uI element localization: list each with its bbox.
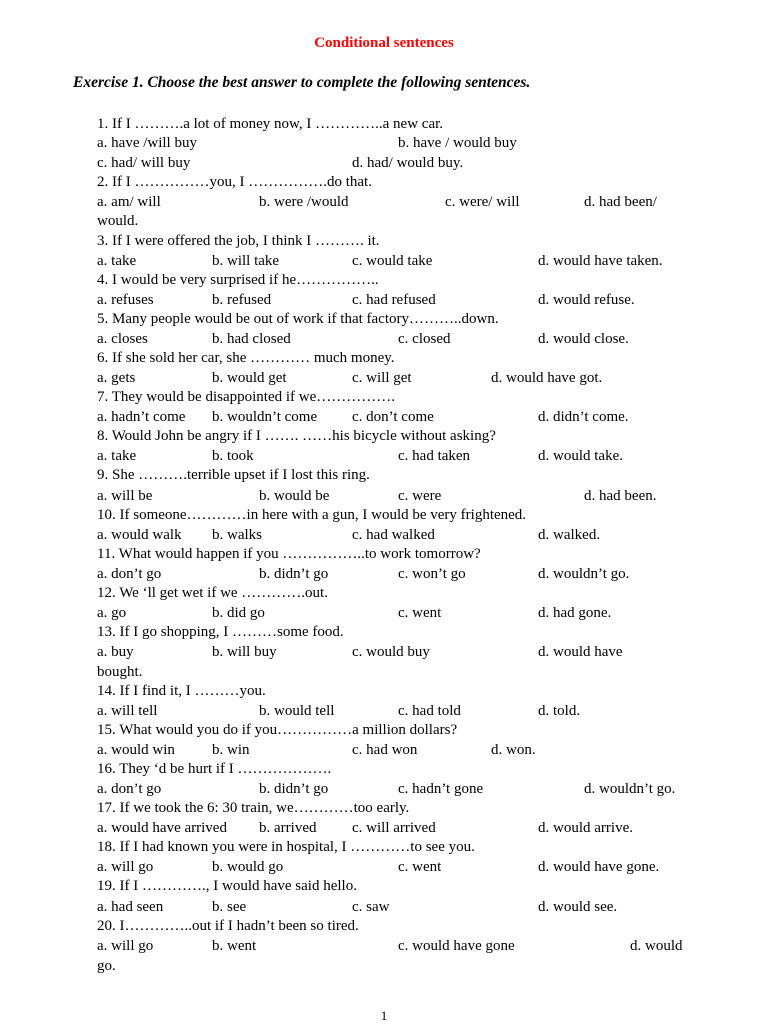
option-b: b. will take (212, 253, 280, 269)
option-b: b. arrived (259, 820, 317, 836)
question-stem: 5. Many people would be out of work if that factory………..down. (97, 311, 499, 327)
question-stem: 12. We ‘ll get wet if we ………….out. (97, 585, 328, 601)
option-b: b. win (212, 742, 250, 758)
option-a: a. have /will buy (97, 135, 197, 151)
question-stem: 17. If we took the 6: 30 train, we…………too early. (97, 800, 410, 816)
option-d: d. would arrive. (538, 820, 633, 836)
option-c: c. had/ will buy (97, 155, 191, 171)
option-a: a. go (97, 605, 127, 621)
option-b: b. wouldn’t come (212, 409, 318, 425)
option-a: a. gets (97, 370, 136, 386)
option-c: c. will arrived (352, 820, 436, 836)
option-c: c. were (398, 488, 442, 504)
question-stem: 13. If I go shopping, I ………some food. (97, 624, 344, 640)
option-c: c. closed (398, 331, 451, 347)
page-number: 1 (380, 1008, 388, 1023)
question-stem: 3. If I were offered the job, I think I ………. it. (97, 233, 380, 249)
question-stem: 19. If I …………., I would have said hello. (97, 878, 357, 894)
option-d: d. would see. (538, 899, 618, 915)
option-a: a. refuses (97, 292, 154, 308)
option-c: c. will get (352, 370, 412, 386)
option-a: a. will be (97, 488, 153, 504)
option-a: a. take (97, 253, 137, 269)
option-b: b. didn’t go (259, 781, 329, 797)
option-a: a. will go (97, 938, 154, 954)
question-stem: 18. If I had known you were in hospital, I …………to see you. (97, 839, 475, 855)
option-d: d. would (630, 938, 683, 954)
option-b: b. were /would (259, 194, 349, 210)
option-d: d. won. (491, 742, 536, 758)
option-c: c. had taken (398, 448, 471, 464)
question-stem: 9. She ……….terrible upset if I lost this ring. (97, 467, 370, 483)
option-c: c. would have gone (398, 938, 515, 954)
option-d: d. told. (538, 703, 581, 719)
option-d: d. had/ would buy. (352, 155, 464, 171)
option-d: d. didn’t come. (538, 409, 629, 425)
option-d: d. would have (538, 644, 623, 660)
question-stem: 7. They would be disappointed if we……………. (97, 389, 396, 405)
option-a: a. take (97, 448, 137, 464)
question-stem: 1. If I ……….a lot of money now, I …………..a new car. (97, 116, 444, 132)
option-c: c. would buy (352, 644, 430, 660)
option-a: a. don’t go (97, 781, 162, 797)
option-c: c. would take (352, 253, 433, 269)
option-c: c. went (398, 605, 442, 621)
option-c: c. hadn’t gone (398, 781, 484, 797)
option-a: a. had seen (97, 899, 164, 915)
option-d: d. would refuse. (538, 292, 635, 308)
option-b: b. would be (259, 488, 330, 504)
page-title: Conditional sentences (314, 35, 454, 51)
question-stem: 11. What would happen if you ……………..to work tomorrow? (97, 546, 481, 562)
option-c: c. went (398, 859, 442, 875)
option-c: c. had walked (352, 527, 435, 543)
option-a: a. would walk (97, 527, 182, 543)
option-d: d. wouldn’t go. (538, 566, 630, 582)
option-d: d. would have gone. (538, 859, 660, 875)
option-b: b. did go (212, 605, 265, 621)
option-d: d. wouldn’t go. (584, 781, 676, 797)
question-stem: 14. If I find it, I ………you. (97, 683, 266, 699)
question-stem: 20. I…………..out if I hadn’t been so tired. (97, 918, 359, 934)
option-c: c. were/ will (445, 194, 520, 210)
question-stem: 4. I would be very surprised if he…………….. (97, 272, 379, 288)
option-d: d. would close. (538, 331, 629, 347)
option-c: c. won’t go (398, 566, 466, 582)
option-c: c. had refused (352, 292, 436, 308)
option-b: b. took (212, 448, 254, 464)
option-d: d. would have taken. (538, 253, 663, 269)
option-b: b. will buy (212, 644, 277, 660)
option-b: b. have / would buy (398, 135, 517, 151)
question-stem: 2. If I ……………you, I …………….do that. (97, 174, 372, 190)
exercise-instruction: Exercise 1. Choose the best answer to complete the following sentences. (73, 74, 531, 91)
option-d: d. had been/ (584, 194, 657, 210)
option-c: c. saw (352, 899, 390, 915)
option-c: c. had told (398, 703, 461, 719)
option-b: b. walks (212, 527, 262, 543)
option-b: b. would get (212, 370, 287, 386)
option-a: a. don’t go (97, 566, 162, 582)
option-a: a. hadn’t come (97, 409, 186, 425)
option-d-continued: would. (97, 213, 139, 229)
option-a: a. will go (97, 859, 154, 875)
option-a: a. would have arrived (97, 820, 227, 836)
option-b: b. didn’t go (259, 566, 329, 582)
option-c: c. had won (352, 742, 418, 758)
question-stem: 15. What would you do if you……………a million dollars? (97, 722, 458, 738)
question-stem: 8. Would John be angry if I ……. ……his bicycle without asking? (97, 428, 496, 444)
option-d: d. walked. (538, 527, 601, 543)
option-a: a. closes (97, 331, 148, 347)
question-stem: 10. If someone…………in here with a gun, I would be very frightened. (97, 507, 527, 523)
option-d: d. would take. (538, 448, 623, 464)
option-d: d. had been. (584, 488, 657, 504)
option-a: a. would win (97, 742, 175, 758)
option-b: b. see (212, 899, 247, 915)
option-b: b. had closed (212, 331, 291, 347)
option-b: b. refused (212, 292, 272, 308)
option-b: b. would tell (259, 703, 335, 719)
option-a: a. will tell (97, 703, 158, 719)
option-b: b. would go (212, 859, 284, 875)
option-d-continued: bought. (97, 664, 143, 680)
option-c: c. don’t come (352, 409, 434, 425)
option-a: a. buy (97, 644, 134, 660)
question-stem: 6. If she sold her car, she ………… much money. (97, 350, 395, 366)
option-d-continued: go. (97, 958, 116, 974)
option-d: d. would have got. (491, 370, 603, 386)
option-d: d. had gone. (538, 605, 612, 621)
option-a: a. am/ will (97, 194, 161, 210)
option-b: b. went (212, 938, 257, 954)
question-stem: 16. They ‘d be hurt if I ………………. (97, 761, 332, 777)
